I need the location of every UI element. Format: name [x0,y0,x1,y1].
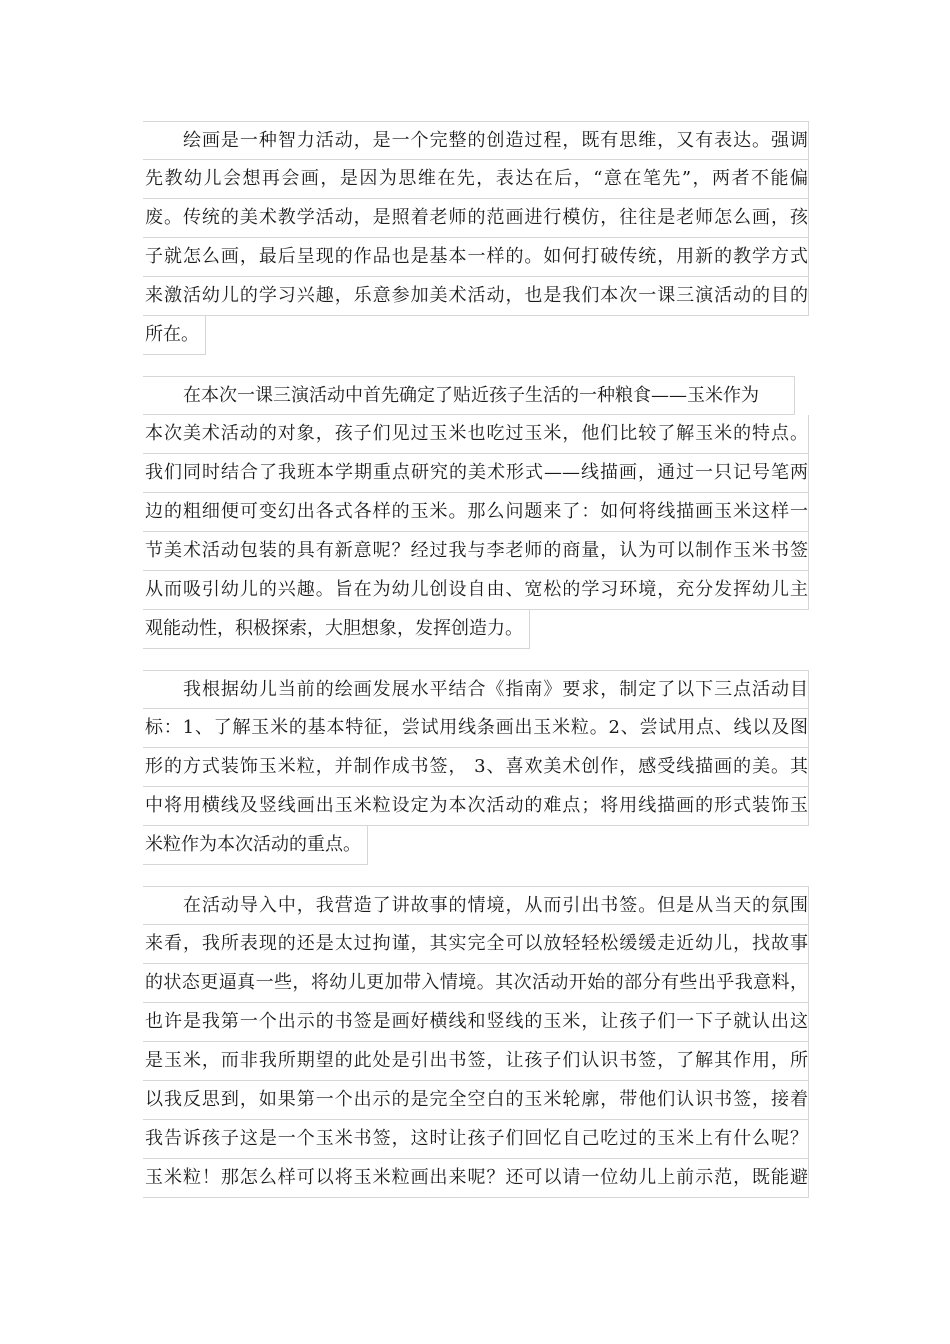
text-line: 我根据幼儿当前的绘画发展水平结合《指南》要求，制定了以下三点活动目 [143,670,809,709]
paragraph-4 [143,886,809,1198]
text-line: 绘画是一种智力活动，是一个完整的创造过程，既有思维，又有表达。强调 [143,121,809,160]
paragraph-1 [143,121,809,355]
text-line: 观能动性，积极探索，大胆想象，发挥创造力。 [143,610,530,649]
text-line: 在活动导入中，我营造了讲故事的情境，从而引出书签。但是从当天的氛围 [143,886,809,925]
text-line: 中将用横线及竖线画出玉米粒设定为本次活动的难点；将用线描画的形式装饰玉 [143,787,809,826]
text-line: 我们同时结合了我班本学期重点研究的美术形式——线描画，通过一只记号笔两 [143,454,809,493]
text-line: 以我反思到，如果第一个出示的是完全空白的玉米轮廓，带他们认识书签，接着 [143,1081,809,1120]
text-line: 标：1、了解玉米的基本特征，尝试用线条画出玉米粒。2、尝试用点、线以及图 [143,709,809,748]
text-line: 形的方式装饰玉米粒，并制作成书签， 3、喜欢美术创作，感受线描画的美。其 [143,748,809,787]
text-line: 先教幼儿会想再会画，是因为思维在先，表达在后，“意在笔先”，两者不能偏 [143,160,809,199]
text-line: 本次美术活动的对象，孩子们见过玉米也吃过玉米，他们比较了解玉米的特点。 [143,415,809,454]
text-line: 我告诉孩子这是一个玉米书签，这时让孩子们回忆自己吃过的玉米上有什么呢？ [143,1120,809,1159]
text-line: 是玉米，而非我所期望的此处是引出书签，让孩子们认识书签，了解其作用，所 [143,1042,809,1081]
text-line: 在本次一课三演活动中首先确定了贴近孩子生活的一种粮食——玉米作为 [143,376,795,415]
text-line: 子就怎么画，最后呈现的作品也是基本一样的。如何打破传统，用新的教学方式 [143,238,809,277]
text-line: 从而吸引幼儿的兴趣。旨在为幼儿创设自由、宽松的学习环境，充分发挥幼儿主 [143,571,809,610]
text-line: 米粒作为本次活动的重点。 [143,826,368,865]
text-line: 也许是我第一个出示的书签是画好横线和竖线的玉米，让孩子们一下子就认出这 [143,1003,809,1042]
text-line: 玉米粒！那怎么样可以将玉米粒画出来呢？还可以请一位幼儿上前示范，既能避 [143,1159,809,1198]
text-line: 来激活幼儿的学习兴趣，乐意参加美术活动，也是我们本次一课三演活动的目的 [143,277,809,316]
text-line: 节美术活动包装的具有新意呢？经过我与李老师的商量，认为可以制作玉米书签 [143,532,809,571]
text-line: 来看，我所表现的还是太过拘谨，其实完全可以放轻轻松缓缓走近幼儿，找故事 [143,925,809,964]
text-line: 所在。 [143,316,206,355]
paragraph-2 [143,376,809,649]
text-line: 边的粗细便可变幻出各式各样的玉米。那么问题来了：如何将线描画玉米这样一 [143,493,809,532]
paragraph-3 [143,670,809,865]
text-line: 的状态更逼真一些，将幼儿更加带入情境。其次活动开始的部分有些出乎我意料， [143,964,809,1003]
text-line: 废。传统的美术教学活动，是照着老师的范画进行模仿，往往是老师怎么画，孩 [143,199,809,238]
